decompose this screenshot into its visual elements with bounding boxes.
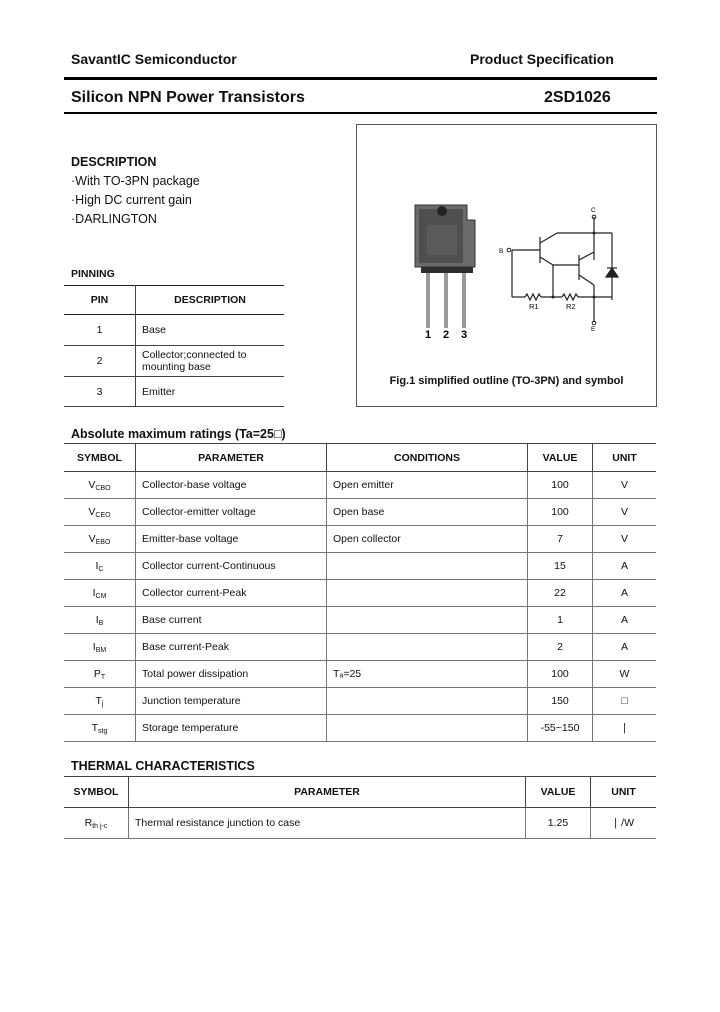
value-col-header: VALUE: [528, 444, 593, 472]
unit-cell: A: [593, 580, 657, 607]
base-label: B: [499, 248, 504, 255]
product-line: Silicon NPN Power Transistors: [71, 89, 305, 106]
value-cell: -55~150: [528, 715, 593, 742]
parameter-cell: Junction temperature: [136, 688, 327, 715]
symbol-subscript: B: [98, 619, 104, 627]
table-row: [64, 808, 656, 839]
symbol-cell: [64, 472, 136, 499]
darlington-symbol: [512, 217, 618, 322]
symbol-cell: [64, 688, 136, 715]
symbol-letter: V: [88, 505, 96, 518]
table-row: [64, 607, 656, 634]
unit-cell: ∣: [593, 715, 657, 742]
thermal-heading: THERMAL CHARACTERISTICS: [71, 759, 255, 773]
table-row: [64, 580, 656, 607]
symbol-letter: V: [88, 532, 96, 545]
symbol-subscript: CBO: [95, 484, 111, 492]
symbol-cell: [64, 661, 136, 688]
parameter-cell: Total power dissipation: [136, 661, 327, 688]
table-row: [64, 315, 284, 346]
unit-cell: V: [593, 472, 657, 499]
pin-description: Base: [136, 315, 285, 346]
table-row: [64, 661, 656, 688]
parameter-cell: Collector-emitter voltage: [136, 499, 327, 526]
symbol-letter: P: [93, 667, 101, 680]
table-row: [64, 688, 656, 715]
symbol-cell: [64, 634, 136, 661]
title-rule: [64, 112, 657, 114]
r2-label: R2: [566, 302, 576, 311]
company-name: SavantIC Semiconductor: [71, 51, 237, 67]
parameter-cell: Collector current-Peak: [136, 580, 327, 607]
symbol-letter: V: [88, 478, 96, 491]
feature-item: ·DARLINGTON: [71, 212, 157, 226]
conditions-cell: Open collector: [327, 526, 528, 553]
table-row: [64, 715, 656, 742]
conditions-cell: [327, 634, 528, 661]
conditions-cell: [327, 688, 528, 715]
symbol-subscript: CEO: [95, 511, 111, 519]
table-row: [64, 526, 656, 553]
value-cell: 1.25: [526, 808, 591, 839]
parameter-cell: Emitter-base voltage: [136, 526, 327, 553]
pin-label-2: 2: [443, 329, 450, 341]
symbol-subscript: C: [98, 565, 104, 573]
thermal-table: [64, 776, 656, 839]
symbol-subscript: CM: [95, 592, 107, 600]
table-row: [64, 472, 656, 499]
value-cell: 100: [528, 499, 593, 526]
unit-col-header: UNIT: [591, 777, 657, 808]
unit-cell: A: [593, 553, 657, 580]
r1-label: R1: [529, 302, 539, 311]
emitter-label: E: [591, 326, 596, 333]
conditions-cell: [327, 553, 528, 580]
symbol-cell: [64, 607, 136, 634]
table-row: [64, 634, 656, 661]
description-heading: DESCRIPTION: [71, 155, 157, 169]
feature-item: ·With TO-3PN package: [71, 174, 200, 188]
document-type: Product Specification: [470, 51, 614, 67]
parameter-cell: Storage temperature: [136, 715, 327, 742]
conditions-cell: [327, 715, 528, 742]
symbol-col-header: SYMBOL: [64, 777, 129, 808]
parameter-col-header: PARAMETER: [129, 777, 526, 808]
pin-label-1: 1: [425, 329, 432, 341]
symbol-subscript: T: [100, 673, 106, 681]
symbol-cell: [64, 808, 129, 839]
figure-box: [356, 124, 657, 407]
symbol-cell: [64, 553, 136, 580]
conditions-cell: Open base: [327, 499, 528, 526]
table-row: [64, 346, 284, 377]
symbol-cell: [64, 526, 136, 553]
abs-max-heading: Absolute maximum ratings (Ta=25□): [71, 427, 286, 441]
unit-cell: V: [593, 526, 657, 553]
symbol-letter: R: [84, 816, 93, 829]
header-rule: [64, 77, 657, 80]
conditions-cell: Tₐ=25: [327, 661, 528, 688]
conditions-col-header: CONDITIONS: [327, 444, 528, 472]
pin-label-3: 3: [461, 329, 468, 341]
unit-cell: A: [593, 607, 657, 634]
parameter-col-header: PARAMETER: [136, 444, 327, 472]
symbol-cell: [64, 499, 136, 526]
pin-description: Emitter: [136, 377, 285, 407]
unit-cell: ∣ /W: [591, 808, 657, 839]
symbol-cell: [64, 715, 136, 742]
unit-cell: □: [593, 688, 657, 715]
parameter-cell: Base current-Peak: [136, 634, 327, 661]
unit-cell: W: [593, 661, 657, 688]
symbol-subscript: stg: [98, 727, 108, 735]
symbol-subscript: BM: [95, 646, 107, 654]
conditions-cell: Open emitter: [327, 472, 528, 499]
conditions-cell: [327, 580, 528, 607]
figure-caption: Fig.1 simplified outline (TO-3PN) and symbol: [389, 375, 624, 387]
symbol-letter: I: [95, 559, 99, 572]
parameter-cell: Thermal resistance junction to case: [129, 808, 526, 839]
pin-desc-col-header: DESCRIPTION: [136, 286, 285, 315]
table-row: [64, 499, 656, 526]
unit-cell: A: [593, 634, 657, 661]
value-cell: 15: [528, 553, 593, 580]
parameter-cell: Collector current-Continuous: [136, 553, 327, 580]
table-row: [64, 377, 284, 407]
symbol-col-header: SYMBOL: [64, 444, 136, 472]
symbol-cell: [64, 580, 136, 607]
symbol-letter: I: [92, 640, 96, 653]
value-cell: 150: [528, 688, 593, 715]
value-cell: 7: [528, 526, 593, 553]
feature-list: [71, 172, 200, 229]
symbol-subscript: EBO: [95, 538, 111, 546]
part-number: 2SD1026: [544, 89, 611, 106]
symbol-subscript: th j-c: [92, 822, 108, 830]
pinning-table: [64, 285, 284, 407]
parameter-cell: Collector-base voltage: [136, 472, 327, 499]
symbol-letter: I: [95, 613, 99, 626]
unit-cell: V: [593, 499, 657, 526]
symbol-letter: T: [95, 694, 102, 707]
pin-description: Collector;connected to mounting base: [136, 346, 285, 377]
pin-number: 3: [64, 377, 136, 407]
abs-max-table: [64, 443, 656, 742]
pin-number: 2: [64, 346, 136, 377]
parameter-cell: Base current: [136, 607, 327, 634]
feature-item: ·High DC current gain: [71, 193, 192, 207]
pin-number: 1: [64, 315, 136, 346]
table-row: [64, 553, 656, 580]
value-cell: 22: [528, 580, 593, 607]
pinning-heading: PINNING: [71, 268, 115, 280]
value-cell: 1: [528, 607, 593, 634]
to3pn-package-drawing: [415, 205, 475, 328]
value-cell: 2: [528, 634, 593, 661]
symbol-subscript: j: [101, 700, 104, 708]
collector-label: C: [591, 207, 596, 214]
pin-col-header: PIN: [64, 286, 136, 315]
symbol-letter: T: [91, 721, 99, 734]
value-cell: 100: [528, 661, 593, 688]
value-col-header: VALUE: [526, 777, 591, 808]
value-cell: 100: [528, 472, 593, 499]
conditions-cell: [327, 607, 528, 634]
symbol-letter: I: [92, 586, 96, 599]
package-and-symbol-drawing: [357, 125, 656, 365]
unit-col-header: UNIT: [593, 444, 657, 472]
